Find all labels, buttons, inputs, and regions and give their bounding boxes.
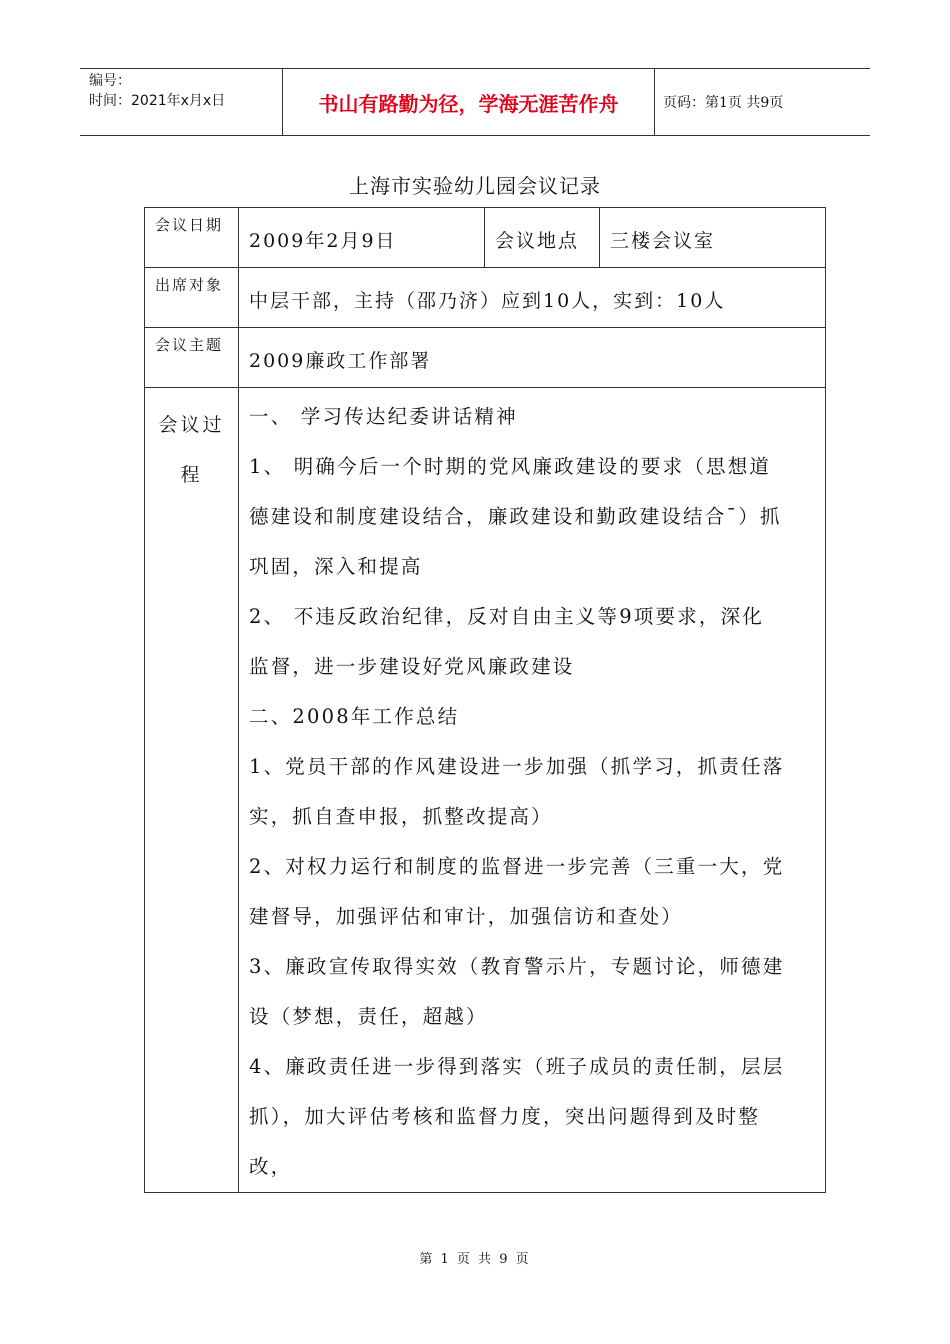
meeting-record-table	[144, 207, 826, 1193]
process-line: 2、对权力运行和制度的监督进一步完善（三重一大，党	[249, 855, 785, 878]
date-label: 会议日期	[145, 208, 239, 268]
process-label-line: 会议过	[158, 414, 225, 436]
process-line: 1、党员干部的作风建设进一步加强（抓学习，抓责任落	[249, 755, 785, 778]
process-line: 巩固，深入和提高	[249, 555, 423, 578]
table-row	[145, 388, 826, 1193]
page-footer: 第 1 页 共 9 页	[419, 1252, 531, 1267]
process-line: 德建设和制度建设结合，廉政建设和勤政建设结合¯）抓	[249, 505, 782, 528]
process-line: 建督导，加强评估和审计，加强信访和查处）	[249, 905, 684, 928]
process-line: 监督，进一步建设好党风廉政建设	[249, 655, 575, 678]
table-row	[145, 208, 826, 268]
header-motto: 书山有路勤为径，学海无涯苦作舟	[283, 69, 655, 135]
topic-value: 2009廉政工作部署	[239, 328, 826, 388]
header-number-label: 编号：	[89, 73, 131, 89]
header-meta	[80, 69, 283, 135]
place-label: 会议地点	[485, 208, 600, 268]
process-line: 1、 明确今后一个时期的党风廉政建设的要求（思想道	[249, 455, 772, 478]
process-line: 3、廉政宣传取得实效（教育警示片，专题讨论，师德建	[249, 955, 785, 978]
attendees-label: 出席对象	[145, 268, 239, 328]
header-time-label: 时间：2021年x月x日	[89, 93, 226, 109]
process-line: 一、 学习传达纪委讲话精神	[249, 405, 518, 428]
process-line: 改，	[249, 1155, 293, 1178]
attendees-value: 中层干部，主持（邵乃济）应到10人，实到：10人	[239, 268, 826, 328]
process-line: 设（梦想，责任，超越）	[249, 1005, 488, 1028]
topic-label: 会议主题	[145, 328, 239, 388]
process-label	[145, 388, 239, 1193]
date-value: 2009年2月9日	[239, 208, 485, 268]
process-label-line: 程	[180, 464, 203, 486]
table-row	[145, 268, 826, 328]
place-value: 三楼会议室	[600, 208, 826, 268]
table-row	[145, 328, 826, 388]
page-header	[80, 68, 870, 136]
process-line: 二、2008年工作总结	[249, 705, 460, 728]
process-line: 抓），加大评估考核和监督力度，突出问题得到及时整	[249, 1105, 761, 1128]
process-content	[239, 388, 826, 1193]
document-title: 上海市实验幼儿园会议记录	[349, 174, 601, 198]
header-page-code: 页码：第1页 共9页	[663, 95, 784, 111]
process-line: 实，抓自查申报，抓整改提高）	[249, 805, 553, 828]
process-line: 2、 不违反政治纪律，反对自由主义等9项要求，深化	[249, 605, 765, 628]
process-line: 4、廉政责任进一步得到落实（班子成员的责任制，层层	[249, 1055, 785, 1078]
